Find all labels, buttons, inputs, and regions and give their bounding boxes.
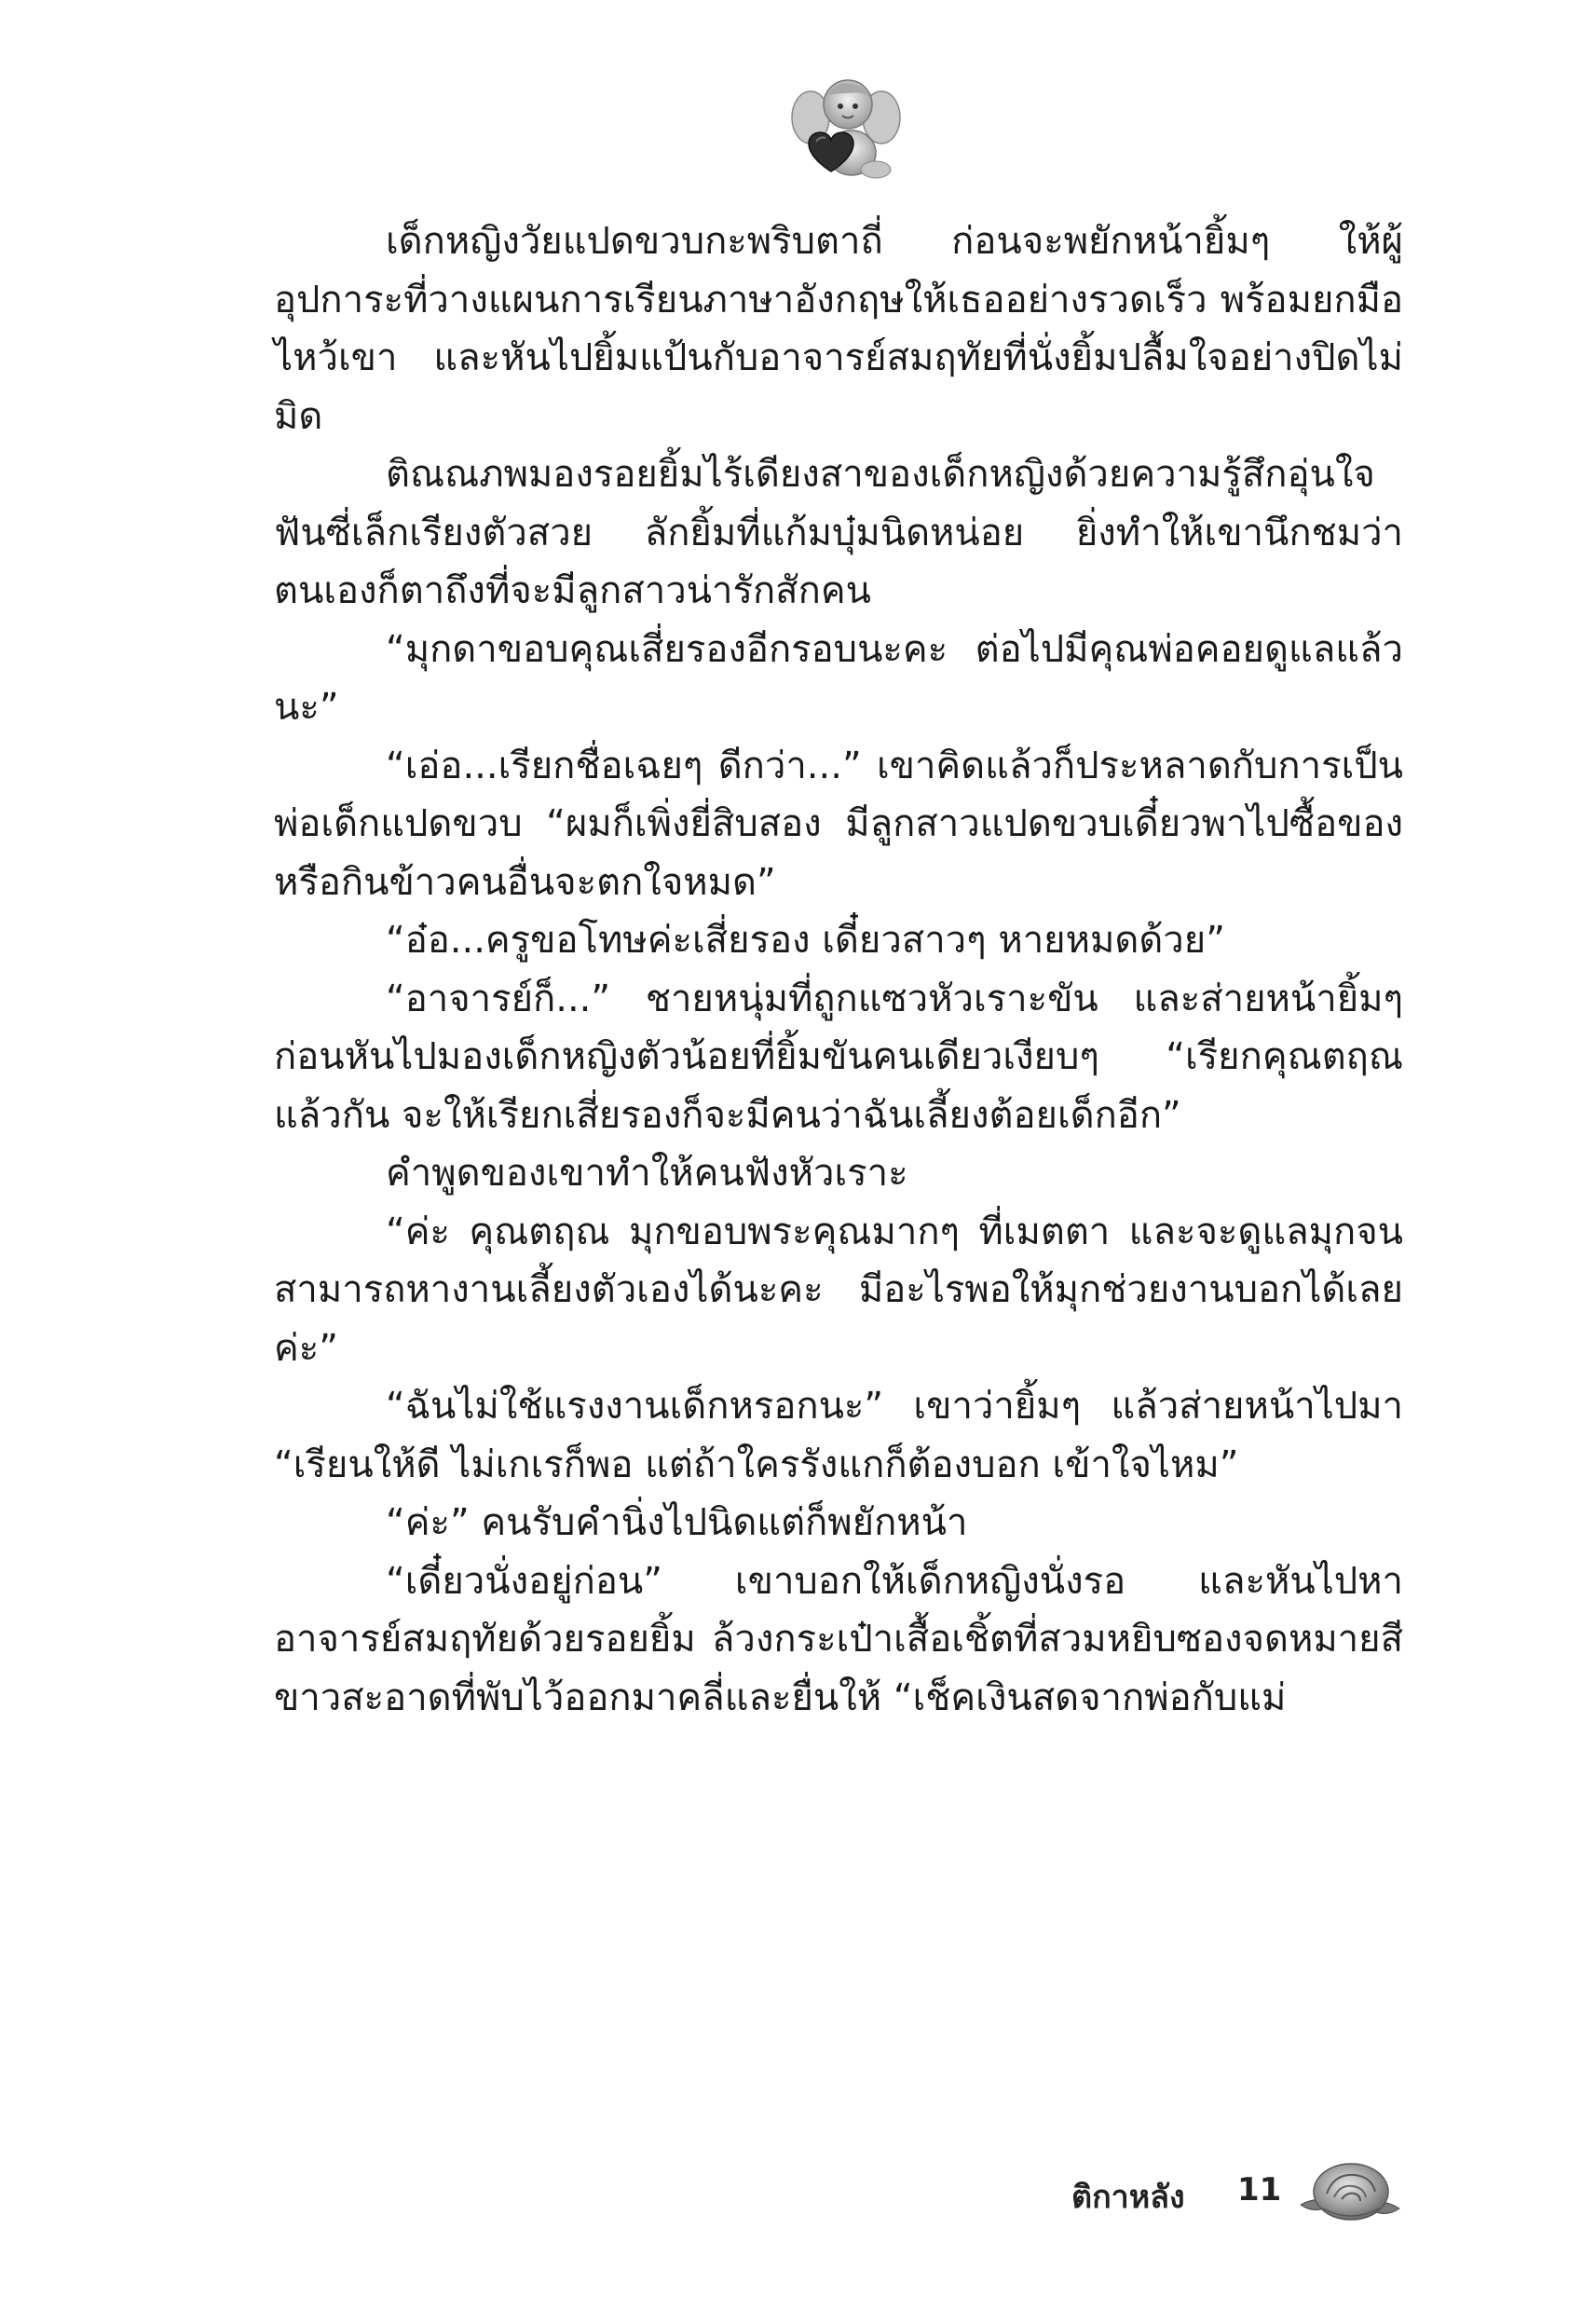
paragraph: เด็กหญิงวัยแปดขวบกะพริบตาถี่ ก่อนจะพยักหน้ายิ้มๆ ให้ผู้อุปการะที่วางแผนการเรียนภาษาอังกฤษให้เธออย่างรวดเร็ว พร้อมยกมือไหว้เขา และหันไปยิ้มแป้นกับอาจารย์สมฤทัยที่นั่งยิ้มปลื้มใจอย่างปิดไม่มิด: [274, 220, 1403, 438]
page-footer: [1071, 2153, 1416, 2236]
story-text: [274, 212, 1403, 1727]
paragraph: “เอ่อ...เรียกชื่อเฉยๆ ดีกว่า...” เขาคิดแล้วก็ประหลาดกับการเป็นพ่อเด็กแปดขวบ “ผมก็เพิ่งยี่สิบสอง มีลูกสาวแปดขวบเดี๋ยวพาไปซื้อของหรือกินข้าวคนอื่นจะตกใจหมด”: [274, 744, 1403, 904]
paragraph: “เดี๋ยวนั่งอยู่ก่อน” เขาบอกให้เด็กหญิงนั่งรอ และหันไปหาอาจารย์สมฤทัยด้วยรอยยิ้ม ล้วงกระเป๋าเสื้อเชิ้ตที่สวมหยิบซองจดหมายสีขาวสะอาดที่พับไว้ออกมาคลี่และยื่นให้ “เช็คเงินสดจากพ่อกับแม่: [274, 1559, 1403, 1719]
paragraph: “ค่ะ” คนรับคำนิ่งไปนิดแต่ก็พยักหน้า: [386, 1501, 968, 1544]
rose-icon: [1295, 2153, 1405, 2233]
page-number: 11: [1237, 2171, 1282, 2208]
paragraph: “ฉันไม่ใช้แรงงานเด็กหรอกนะ” เขาว่ายิ้มๆ แล้วส่ายหน้าไปมา “เรียนให้ดี ไม่เกเรก็พอ แต่ถ้าใครรังแกก็ต้องบอก เข้าใจไหม”: [274, 1385, 1403, 1486]
paragraph: “อ๋อ...ครูขอโทษค่ะเสี่ยรอง เดี๋ยวสาวๆ หายหมดด้วย”: [386, 919, 1225, 962]
cupid-heart-icon: [790, 73, 902, 183]
paragraph: ติณณภพมองรอยยิ้มไร้เดียงสาของเด็กหญิงด้วยความรู้สึกอุ่นใจ ฟันซี่เล็กเรียงตัวสวย ลักยิ้มที่แก้มบุ๋มนิดหน่อย ยิ่งทำให้เขานึกชมว่าตนเองก็ตาถึงที่จะมีลูกสาวน่ารักสักคน: [274, 453, 1403, 612]
book-title: ติกาหลัง: [1071, 2179, 1185, 2216]
paragraph: คำพูดของเขาทำให้คนฟังหัวเราะ: [386, 1152, 908, 1195]
paragraph: “ค่ะ คุณตฤณ มุกขอบพระคุณมากๆ ที่เมตตา และจะดูแลมุกจนสามารถหางานเลี้ยงตัวเองได้นะคะ มีอะไรพอให้มุกช่วยงานบอกได้เลยค่ะ”: [274, 1210, 1403, 1370]
paragraph: “มุกดาขอบคุณเสี่ยรองอีกรอบนะคะ ต่อไปมีคุณพ่อคอยดูแลแล้วนะ”: [274, 627, 1403, 729]
paragraph: “อาจารย์ก็...” ชายหนุ่มที่ถูกแซวหัวเราะขัน และส่ายหน้ายิ้มๆ ก่อนหันไปมองเด็กหญิงตัวน้อยที่ยิ้มขันคนเดียวเงียบๆ “เรียกคุณตฤณแล้วกัน จะให้เรียกเสี่ยรองก็จะมีคนว่าฉันเลี้ยงต้อยเด็กอีก”: [274, 977, 1403, 1137]
